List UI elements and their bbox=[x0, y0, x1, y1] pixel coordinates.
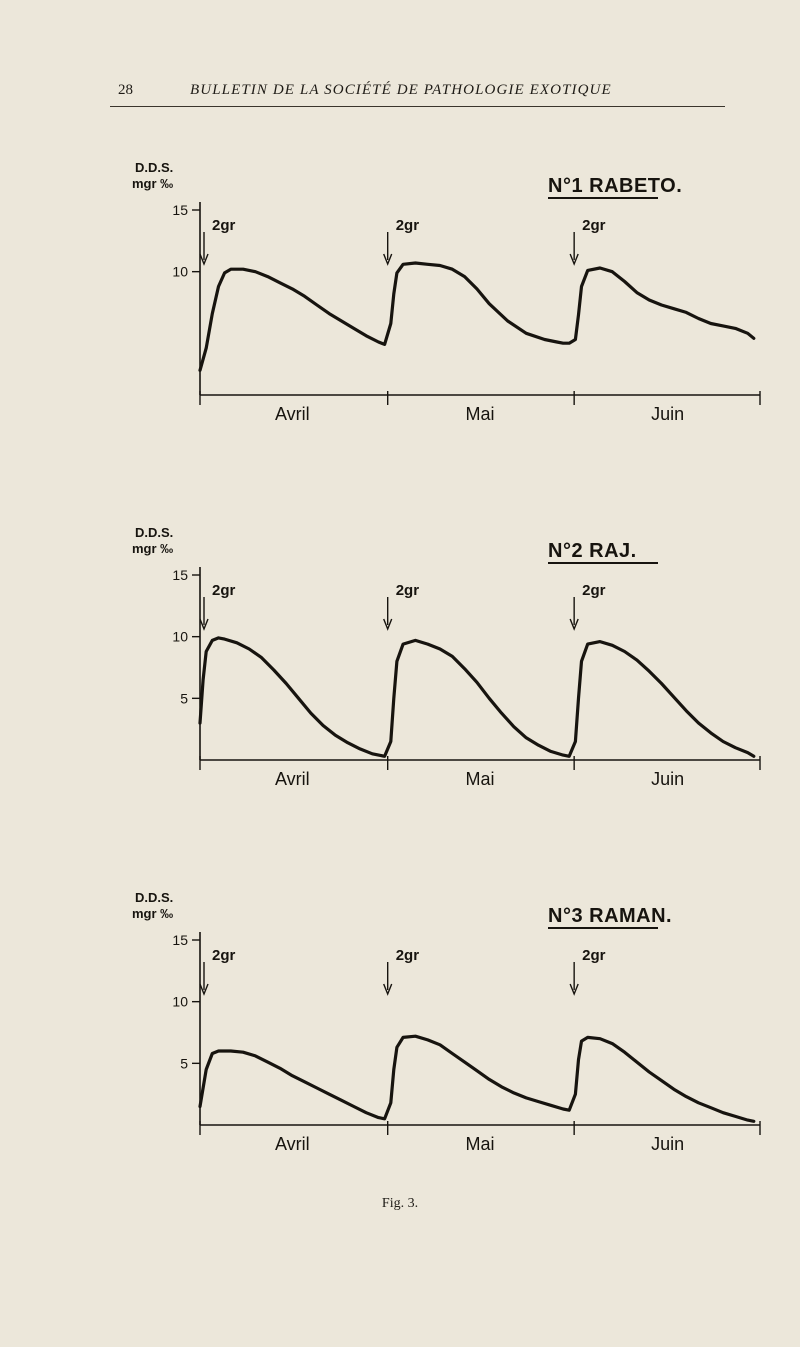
dose-label: 2gr bbox=[212, 947, 236, 964]
series-line-0 bbox=[200, 263, 754, 370]
y-axis-label-line-1: D.D.S. bbox=[135, 890, 174, 905]
page-number: 28 bbox=[118, 82, 133, 98]
y-tick-label: 15 bbox=[172, 567, 188, 583]
month-label: Juin bbox=[651, 1134, 685, 1154]
y-tick-label: 10 bbox=[172, 628, 188, 645]
dose-label: 2gr bbox=[582, 217, 606, 234]
month-label: Avril bbox=[274, 404, 310, 424]
month-label: Mai bbox=[465, 1134, 495, 1154]
month-label: Juin bbox=[651, 769, 685, 789]
dose-label: 2gr bbox=[212, 582, 236, 599]
y-tick-label: 10 bbox=[172, 263, 188, 280]
month-label: Mai bbox=[465, 404, 495, 424]
dose-label: 2gr bbox=[395, 217, 420, 234]
y-axis-label-line-1: D.D.S. bbox=[135, 160, 174, 175]
y-tick-label: 5 bbox=[180, 690, 188, 707]
figure-caption: Fig. 3. bbox=[381, 1196, 419, 1211]
chart-rabeto bbox=[0, 150, 800, 450]
header-rule bbox=[110, 106, 725, 107]
y-tick-label: 10 bbox=[172, 993, 188, 1010]
month-label: Mai bbox=[465, 769, 495, 789]
month-label: Juin bbox=[651, 404, 685, 424]
patient-title: N°1 RABETO. bbox=[548, 175, 683, 197]
chart-panel-1 bbox=[0, 150, 800, 450]
running-title: BULLETIN DE LA SOCIÉTÉ DE PATHOLOGIE EXOTIQUE bbox=[190, 82, 612, 98]
chart-raj bbox=[0, 515, 800, 815]
chart-panel-3 bbox=[0, 880, 800, 1180]
y-axis-label-line-2: mgr ‰ bbox=[132, 906, 174, 921]
dose-label: 2gr bbox=[395, 582, 420, 599]
page-header bbox=[100, 78, 730, 114]
patient-title: N°3 RAMAN. bbox=[548, 905, 673, 927]
dose-label: 2gr bbox=[395, 947, 420, 964]
chart-raman bbox=[0, 880, 800, 1180]
series-line-0 bbox=[200, 1036, 754, 1121]
series-line-0 bbox=[200, 638, 754, 756]
dose-label: 2gr bbox=[212, 217, 236, 234]
y-axis-label-line-2: mgr ‰ bbox=[132, 541, 174, 556]
dose-label: 2gr bbox=[582, 582, 606, 599]
y-tick-label: 5 bbox=[180, 1055, 188, 1072]
y-tick-label: 15 bbox=[172, 932, 188, 948]
y-tick-label: 15 bbox=[172, 202, 188, 218]
month-label: Avril bbox=[274, 1134, 310, 1154]
dose-label: 2gr bbox=[582, 947, 606, 964]
y-axis-label-line-2: mgr ‰ bbox=[132, 176, 174, 191]
patient-title: N°2 RAJ. bbox=[548, 540, 637, 562]
y-axis-label-line-1: D.D.S. bbox=[135, 525, 174, 540]
month-label: Avril bbox=[274, 769, 310, 789]
chart-panel-2 bbox=[0, 515, 800, 815]
